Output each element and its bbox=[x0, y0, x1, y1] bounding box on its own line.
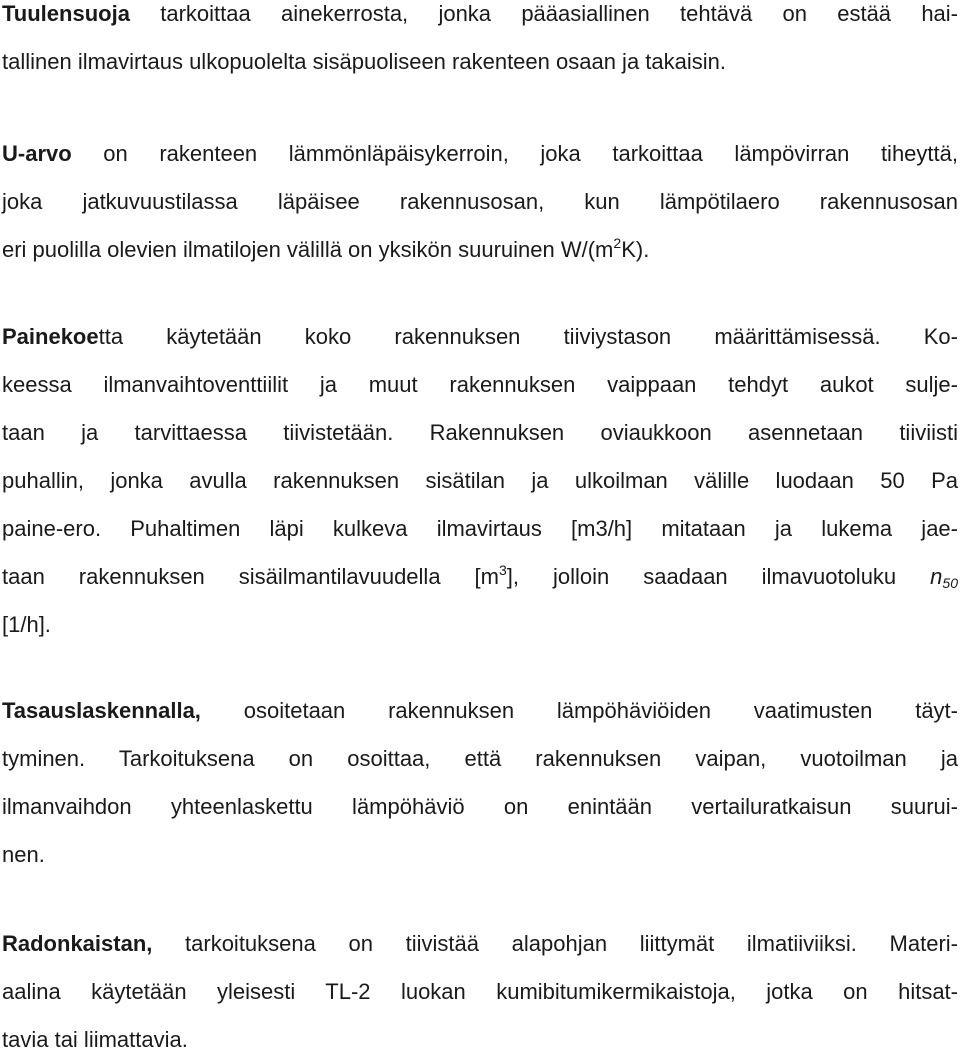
text-run: ], jolloin saadaan ilmavuotoluku bbox=[506, 564, 931, 589]
paragraph-painekoe bbox=[2, 313, 958, 649]
text-line bbox=[2, 226, 958, 274]
text-line bbox=[2, 409, 958, 457]
text-line bbox=[2, 783, 958, 831]
text-line bbox=[2, 735, 958, 783]
text-run: on rakenteen lämmönläpäisykerroin, joka tarkoittaa lämpövirran tiheyttä, bbox=[71, 141, 958, 166]
text-run: nen. bbox=[2, 842, 45, 867]
text-run: taan ja tarvittaessa tiivistetään. Rakennuksen oviaukkoon asennetaan tiiviisti bbox=[2, 420, 958, 445]
text-run: joka jatkuvuustilassa läpäisee rakennusosan, kun lämpötilaero rakennusosan bbox=[2, 189, 958, 214]
text-line bbox=[2, 361, 958, 409]
text-line bbox=[2, 505, 958, 553]
variable-n50 bbox=[930, 564, 958, 589]
text-line bbox=[2, 601, 958, 649]
text-line bbox=[2, 457, 958, 505]
text-run: osoitetaan rakennuksen lämpöhäviöiden vaatimusten täyt- bbox=[200, 698, 958, 723]
term-heading: Radonkaistan, bbox=[2, 931, 153, 956]
text-line bbox=[2, 687, 958, 735]
text-line bbox=[2, 831, 958, 879]
text-run: tavia tai liimattavia. bbox=[2, 1027, 188, 1052]
text-run: tallinen ilmavirtaus ulkopuolelta sisäpuoliseen rakenteen osaan ja takaisin. bbox=[2, 49, 726, 74]
text-run: ilmanvaihdon yhteenlaskettu lämpöhäviö on enintään vertailuratkaisun suurui- bbox=[2, 794, 958, 819]
text-line bbox=[2, 313, 958, 361]
text-run: keessa ilmanvaihtoventtiilit ja muut rakennuksen vaippaan tehdyt aukot sulje- bbox=[2, 372, 958, 397]
paragraph-u-arvo bbox=[2, 130, 958, 274]
text-line bbox=[2, 920, 958, 968]
text-run: tarkoituksena on tiivistää alapohjan liittymät ilmatiiviiksi. Materi- bbox=[152, 931, 958, 956]
text-run: eri puolilla olevien ilmatilojen välillä on yksikön suuruinen W/(m bbox=[2, 237, 614, 262]
text-run: K). bbox=[621, 237, 650, 262]
text-run: tyminen. Tarkoituksena on osoittaa, että rakennuksen vaipan, vuotoilman ja bbox=[2, 746, 958, 771]
text-line bbox=[2, 130, 958, 178]
text-run: [1/h]. bbox=[2, 612, 51, 637]
term-heading: Tasauslaskennalla, bbox=[2, 698, 201, 723]
text-run: puhallin, jonka avulla rakennuksen sisätilan ja ulkoilman välille luodaan 50 Pa bbox=[2, 468, 958, 493]
superscript: 3 bbox=[498, 562, 507, 578]
superscript: 2 bbox=[613, 235, 622, 251]
term-heading: Painekoe bbox=[2, 324, 99, 349]
text-run: paine-ero. Puhaltimen läpi kulkeva ilmavirtaus [m3/h] mitataan ja lukema jae- bbox=[2, 516, 958, 541]
subscript: 50 bbox=[942, 575, 958, 591]
text-run: aalina käytetään yleisesti TL-2 luokan kumibitumikermikaistoja, jotka on hitsat- bbox=[2, 979, 958, 1004]
text-run: tarkoittaa ainekerrosta, jonka pääasiallinen tehtävä on estää hai- bbox=[129, 1, 958, 26]
text-line bbox=[2, 1016, 958, 1064]
text-run: taan rakennuksen sisäilmantilavuudella [m bbox=[2, 564, 499, 589]
text-line bbox=[2, 968, 958, 1016]
term-heading: U-arvo bbox=[2, 141, 72, 166]
text-line bbox=[2, 38, 958, 86]
paragraph-radonkaista bbox=[2, 920, 958, 1064]
term-heading: Tuulensuoja bbox=[2, 1, 130, 26]
text-run: tta käytetään koko rakennuksen tiiviystason määrittämisessä. Ko- bbox=[98, 324, 958, 349]
text-line bbox=[2, 0, 958, 38]
variable-base: n bbox=[930, 564, 943, 589]
paragraph-tasauslaskenta bbox=[2, 687, 958, 879]
text-line bbox=[2, 553, 958, 601]
paragraph-tuulensuoja bbox=[2, 0, 958, 86]
text-line bbox=[2, 178, 958, 226]
